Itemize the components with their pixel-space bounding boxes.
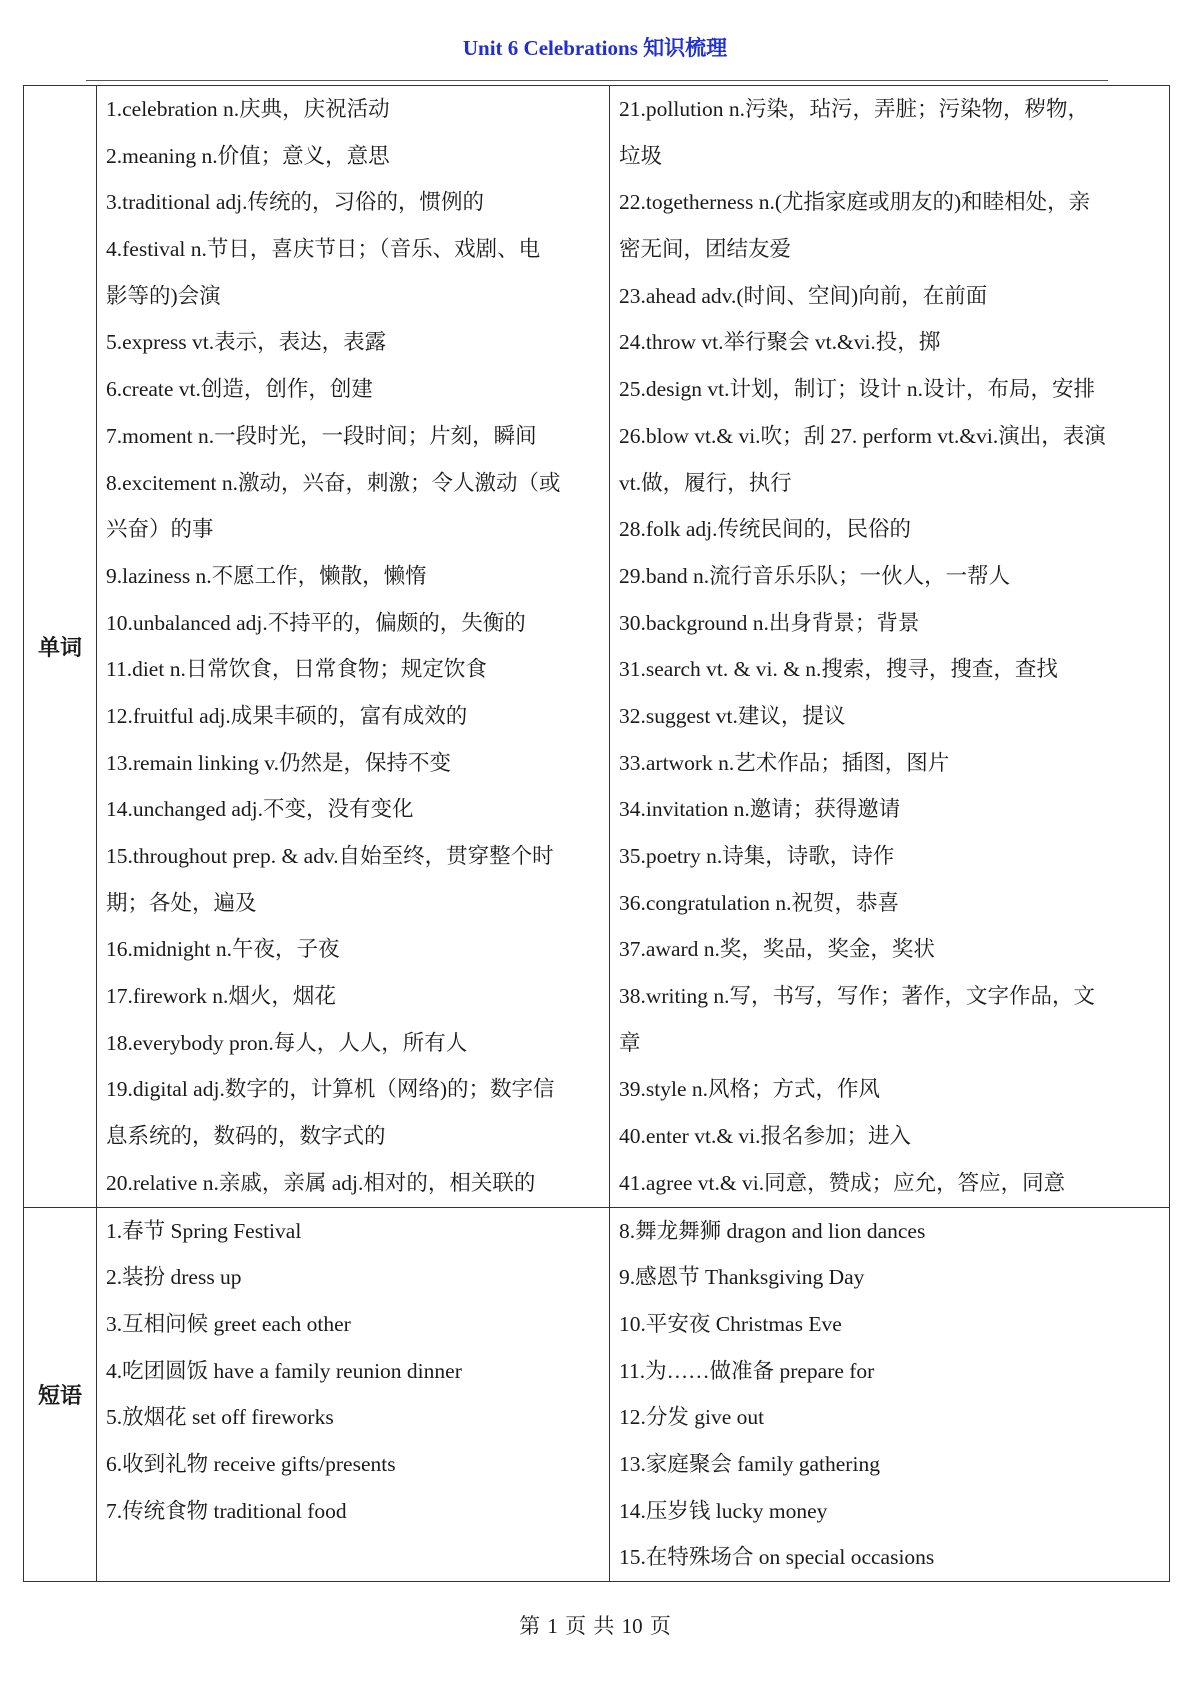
page-title: Unit 6 Celebrations 知识梳理 <box>462 36 728 60</box>
phrase-line: 1.春节 Spring Festival <box>106 1218 302 1243</box>
vocab-line: 章 <box>619 1030 641 1055</box>
vocab-line: 41.agree vt.& vi.同意，赞成；应允，答应，同意 <box>619 1170 1066 1195</box>
vocab-line: 12.fruitful adj.成果丰硕的，富有成效的 <box>106 703 468 728</box>
vocab-line: 4.festival n.节日，喜庆节日；（音乐、戏剧、电 <box>106 237 541 262</box>
vocab-line: 20.relative n.亲戚，亲属 adj.相对的，相关联的 <box>106 1170 536 1195</box>
phrase-line: 13.家庭聚会 family gathering <box>619 1451 880 1476</box>
vocab-line: 3.traditional adj.传统的，习俗的，惯例的 <box>106 190 485 215</box>
phrases-right-column <box>610 1207 1170 1582</box>
phrases-left-column <box>97 1207 610 1582</box>
vocab-line: 34.invitation n.邀请；获得邀请 <box>619 797 901 822</box>
phrase-line: 12.分发 give out <box>619 1405 765 1430</box>
vocab-line: 25.design vt.计划，制订；设计 n.设计，布局，安排 <box>619 377 1095 402</box>
vocab-line: 28.folk adj.传统民间的，民俗的 <box>619 517 912 542</box>
vocab-line: 19.digital adj.数字的，计算机（网络)的；数字信 <box>106 1077 555 1102</box>
vocab-line: 15.throughout prep. & adv.自始至终，贯穿整个时 <box>106 844 554 868</box>
phrase-line: 15.在特殊场合 on special occasions <box>619 1545 935 1570</box>
vocab-line: 32.suggest vt.建议，提议 <box>619 703 846 728</box>
vocab-line: 30.background n.出身背景；背景 <box>619 610 920 635</box>
phrase-line: 4.吃团圆饭 have a family reunion dinner <box>106 1358 462 1383</box>
vocab-line: 33.artwork n.艺术作品；插图，图片 <box>619 750 950 775</box>
phrase-line: 9.感恩节 Thanksgiving Day <box>619 1265 865 1290</box>
phrase-line: 3.互相问候 greet each other <box>106 1311 351 1336</box>
vocab-line: 17.firework n.烟火，烟花 <box>106 984 336 1009</box>
vocab-line: 36.congratulation n.祝贺，恭喜 <box>619 890 900 915</box>
vocab-line: 息系统的，数码的，数字式的 <box>106 1124 386 1149</box>
vocab-line: 39.style n.风格；方式，作风 <box>619 1077 880 1102</box>
vocab-line: 10.unbalanced adj.不持平的，偏颇的，失衡的 <box>106 610 526 635</box>
vocab-line: 37.award n.奖，奖品，奖金，奖状 <box>619 937 935 962</box>
vocab-line: 38.writing n.写，书写，写作；著作，文字作品，文 <box>619 984 1095 1009</box>
vocab-line: 31.search vt. & vi. & n.搜索，搜寻，搜查，查找 <box>619 657 1058 682</box>
vocab-line: 密无间，团结友爱 <box>619 237 792 262</box>
vocab-line: 11.diet n.日常饮食，日常食物；规定饮食 <box>106 657 487 682</box>
vocab-line: 24.throw vt.举行聚会 vt.&vi.投，掷 <box>619 330 941 355</box>
words-right-column <box>610 86 1170 1208</box>
vocab-line: 26.blow vt.& vi.吹；刮 27. perform vt.&vi.演出，表演 <box>619 423 1106 448</box>
phrases-row <box>24 1207 1170 1582</box>
phrase-line: 11.为……做准备 prepare for <box>619 1358 875 1383</box>
vocab-line: 35.poetry n.诗集，诗歌，诗作 <box>619 844 895 868</box>
words-left-column <box>97 86 610 1208</box>
vocab-line: 40.enter vt.& vi.报名参加；进入 <box>619 1124 912 1149</box>
vocab-line: 29.band n.流行音乐乐队；一伙人，一帮人 <box>619 563 1011 588</box>
vocab-line: 22.togetherness n.(尤指家庭或朋友的)和睦相处，亲 <box>619 190 1091 215</box>
title-divider <box>86 80 1108 81</box>
vocab-line: 16.midnight n.午夜，子夜 <box>106 937 340 962</box>
vocab-line: 6.create vt.创造，创作，创建 <box>106 377 373 402</box>
phrase-line: 8.舞龙舞狮 dragon and lion dances <box>619 1218 926 1243</box>
vocab-line: 18.everybody pron.每人，人人，所有人 <box>106 1030 468 1055</box>
empty-line <box>97 1534 609 1581</box>
vocab-line: 5.express vt.表示，表达，表露 <box>106 330 387 355</box>
vocab-line: 期；各处，遍及 <box>106 890 257 915</box>
vocab-line: 8.excitement n.激动，兴奋，刺激；令人激动（或 <box>106 470 561 495</box>
words-row <box>24 86 1170 1208</box>
words-section-label: 单词 <box>24 86 97 1208</box>
phrase-line: 14.压岁钱 lucky money <box>619 1498 828 1523</box>
vocab-line: vt.做，履行，执行 <box>619 470 792 495</box>
phrase-line: 7.传统食物 traditional food <box>106 1498 347 1523</box>
vocab-line: 9.laziness n.不愿工作，懒散，懒惰 <box>106 563 427 588</box>
knowledge-table <box>23 85 1170 1582</box>
vocab-line: 14.unchanged adj.不变，没有变化 <box>106 797 414 822</box>
vocab-line: 21.pollution n.污染，玷污，弄脏；污染物，秽物， <box>619 97 1090 121</box>
vocab-line: 23.ahead adv.(时间、空间)向前，在前面 <box>619 283 988 308</box>
vocab-line: 7.moment n.一段时光，一段时间；片刻，瞬间 <box>106 423 537 448</box>
phrase-line: 2.装扮 dress up <box>106 1265 242 1290</box>
phrases-section-label: 短语 <box>24 1207 97 1582</box>
vocab-line: 2.meaning n.价值；意义，意思 <box>106 143 390 168</box>
vocab-line: 垃圾 <box>619 143 663 168</box>
phrase-line: 10.平安夜 Christmas Eve <box>619 1311 842 1336</box>
vocab-line: 1.celebration n.庆典，庆祝活动 <box>106 97 390 121</box>
phrase-line: 6.收到礼物 receive gifts/presents <box>106 1451 396 1476</box>
vocab-line: 13.remain linking v.仍然是，保持不变 <box>106 750 451 775</box>
vocab-line: 兴奋）的事 <box>106 517 214 542</box>
page-footer: 第 1 页 共 10 页 <box>519 1614 671 1638</box>
vocab-line: 影等的)会演 <box>106 283 221 308</box>
phrase-line: 5.放烟花 set off fireworks <box>106 1405 334 1430</box>
